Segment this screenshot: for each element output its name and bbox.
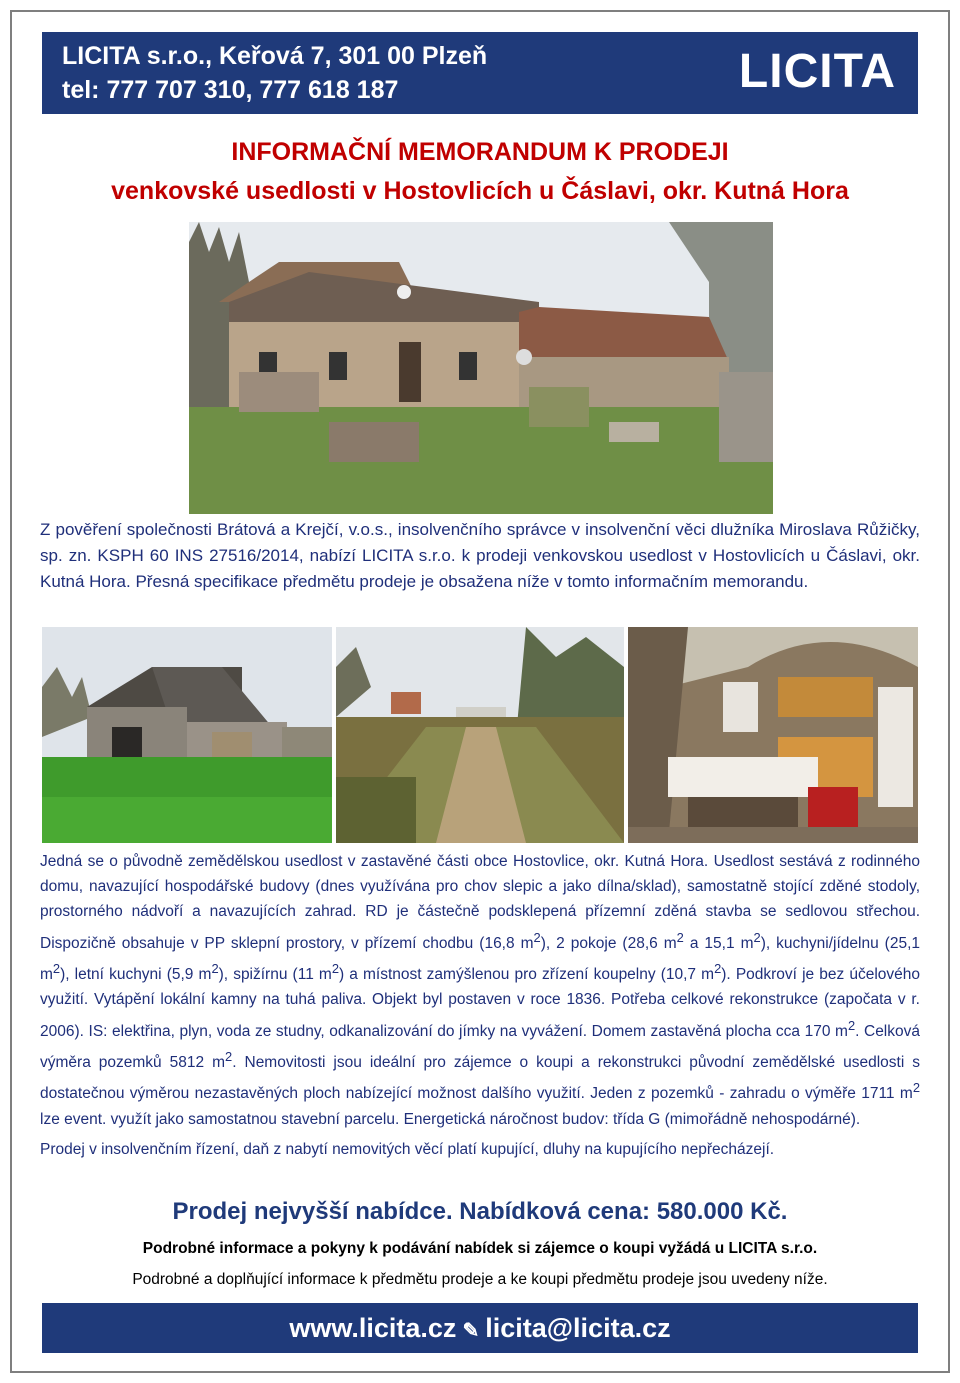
website-link[interactable]: www.licita.cz — [289, 1313, 457, 1343]
company-phone: tel: 777 707 310, 777 618 187 — [62, 76, 399, 104]
superscript: 2 — [847, 1017, 856, 1033]
description-text: lze event. využít jako samostatnou stavební parcelu. Energetická náročnost budov: třída G (mimořádně nehospodárné). — [40, 1110, 861, 1128]
superscript: 2 — [753, 929, 761, 945]
superscript: 2 — [52, 960, 61, 976]
additional-info-note: Podrobné a doplňující informace k předmětu prodeje a ke koupi předmětu prodeje jsou uvedeny níže. — [132, 1271, 828, 1288]
superscript: 2 — [714, 960, 722, 976]
superscript: 2 — [225, 1048, 233, 1064]
description-text: Jedná se o původně zemědělskou usedlost v zastavěné části obce Hostovlice, okr. Kutná Hora. Usedlost sestává z rodinného domu, navazující hospodářské budovy (dnes využívána pro chov slepic a jako dílna/sklad), samostatně stojící zděné stodoly, prostorného nádvoří a navazujících zahrad. RD je částečně podsklepená přízemní zděná stavba se sedlovou střechou. Dispozičně obsahuje v PP sklepní prostory, v přízemí chodbu (16,8 m — [40, 853, 920, 952]
intro-text-part2: Přesná specifikace předmětu prodeje je obsažena níže v tomto informačním memorandu. — [135, 572, 809, 591]
licita-logo: LICITA — [738, 45, 896, 98]
description-text: ), spižírnu (11 m — [218, 966, 332, 984]
intro-text-part1: Z pověření společnosti Brátová a Krejčí, v.o.s., insolvenčního správce v insolvenční věci dlužníka Miroslava Růžičky, sp. zn. KSPH 60 INS 27516/2014, nabízí LICITA s.r.o. k prodeji venkovskou usedlost v Hostovlicích u Čáslavi, okr. Kutná Hora. — [40, 520, 920, 591]
description-text: ), letní kuchyni (5,9 m — [60, 966, 212, 984]
superscript: 2 — [912, 1080, 920, 1096]
description-text: ). Podkroví je bez účelového využití. Vytápění lokální kamny na tuhá paliva. Objekt byl postaven v roce 1836. Potřeba celkové rekonstrukce (započata v r. 2006). IS: elektřina, plyn, voda ze studny, odkanalizování do jímky na vyvážení. Domem zastavěná plocha cca 170 m — [40, 966, 920, 1040]
company-address: LICITA s.r.o., Keřová 7, 301 00 Plzeň — [62, 42, 488, 70]
footer-banner — [42, 1303, 918, 1353]
pen-icon: ✎ — [462, 1320, 480, 1342]
superscript: 2 — [533, 929, 541, 945]
header-banner — [42, 32, 918, 114]
superscript: 2 — [676, 929, 684, 945]
description-text: ), kuchyni/jídelnu (25,1 m — [40, 934, 921, 984]
asking-price: Prodej nejvyšší nabídce. Nabídková cena: 580.000 Kč. — [172, 1198, 788, 1225]
memorandum-title: INFORMAČNÍ MEMORANDUM K PRODEJI — [231, 138, 729, 166]
property-description — [40, 849, 920, 1162]
description-text: a 15,1 m — [683, 934, 754, 952]
email-link[interactable]: licita@licita.cz — [485, 1313, 671, 1343]
garden-photo — [336, 627, 624, 843]
kitchen-photo — [628, 627, 918, 843]
farmhouse-photo — [189, 222, 773, 514]
superscript: 2 — [211, 960, 219, 976]
intro-paragraph — [40, 517, 920, 595]
description-text: ) a místnost zamýšlenou pro zřízení koupelny (10,7 m — [339, 966, 715, 984]
memorandum-subtitle: venkovské usedlosti v Hostovlicích u Čáslavi, okr. Kutná Hora — [111, 177, 849, 205]
description-text: ), 2 pokoje (28,6 m — [540, 934, 677, 952]
description-paragraph — [40, 849, 920, 1132]
offer-instructions: Podrobné informace a pokyny k podávání nabídek si zájemce o koupi vyžádá u LICITA s.r.o. — [142, 1240, 818, 1257]
sale-terms-paragraph: Prodej v insolvenčním řízení, daň z nabytí nemovitých věcí platí kupující, dluhy na kupujícího nepřecházejí. — [40, 1140, 775, 1158]
barn-photo — [42, 627, 332, 843]
description-text: . Nemovitosti jsou ideální pro zájemce o koupi a rekonstrukci původní zemědělské usedlosti s dostatečnou výměrou nezastavěných ploch nabízející možnost dalšího využití. Jeden z pozemků - zahradu o výměře 1711 m — [40, 1054, 921, 1103]
superscript: 2 — [331, 960, 340, 976]
description-text: . Celková výměra pozemků 5812 m — [40, 1022, 920, 1072]
